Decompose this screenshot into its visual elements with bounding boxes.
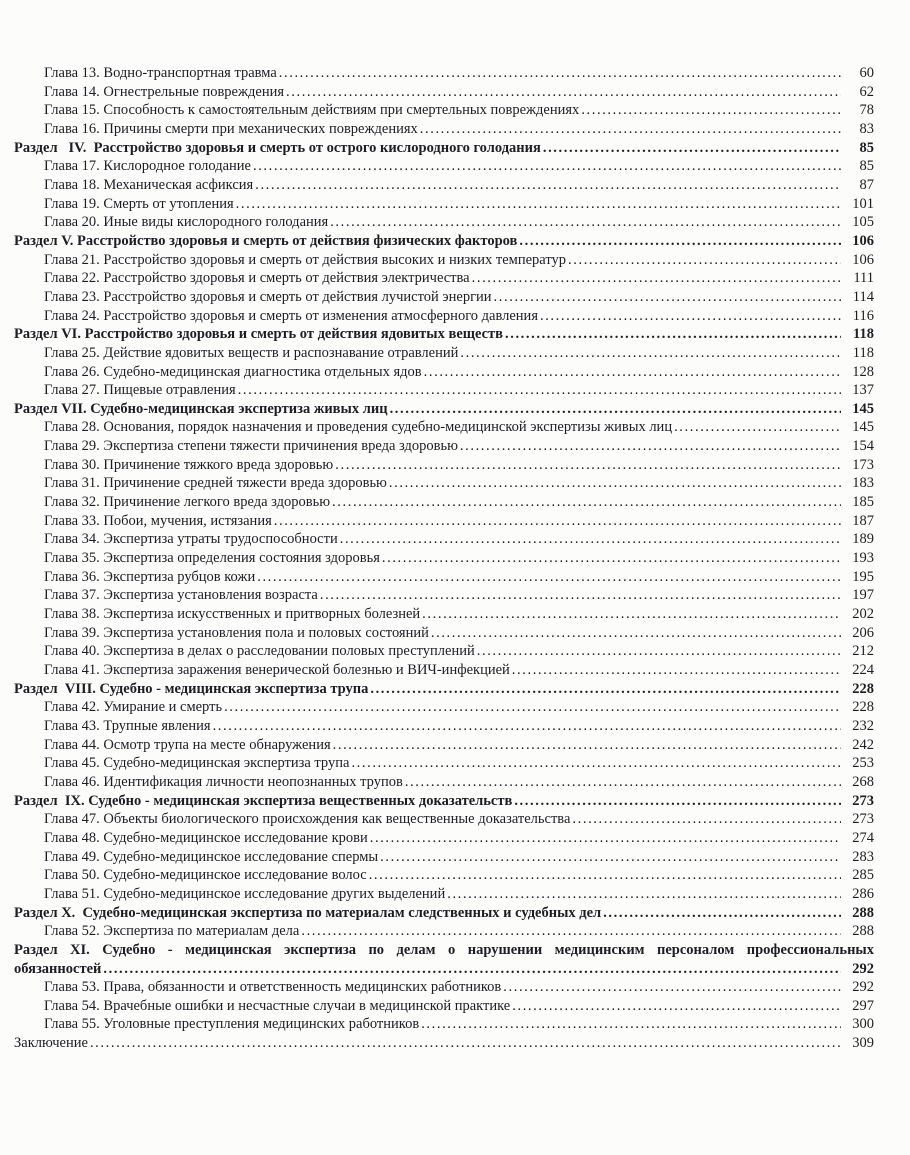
toc-entry <box>14 866 874 885</box>
toc-entry-page: 268 <box>852 773 874 790</box>
toc-entry-label: Глава 54. Врачебные ошибки и несчастные случаи в медицинской практике <box>44 997 511 1014</box>
dot-leader <box>253 157 841 176</box>
toc-entry-page: 183 <box>852 475 874 492</box>
toc-entry-label: Глава 34. Экспертиза утраты трудоспособности <box>44 531 338 548</box>
toc-entry <box>14 288 874 307</box>
toc-entry-label: Раздел X. Судебно-медицинская экспертиза по материалам следственных и судебных дел <box>14 904 602 921</box>
toc-entry-page: 288 <box>852 904 874 921</box>
toc-entry-label: Глава 44. Осмотр трупа на месте обнаружения <box>44 736 331 753</box>
toc-entry-label: Глава 51. Судебно-медицинское исследование других выделений <box>44 885 446 902</box>
toc-entry-label: Раздел IV. Расстройство здоровья и смерть от острого кислородного голодания <box>14 139 541 156</box>
toc-entry-page: 292 <box>852 960 874 977</box>
toc-entry-label: Глава 43. Трупные явления <box>44 717 211 734</box>
toc-entry <box>14 120 874 139</box>
toc-entry <box>14 698 874 717</box>
toc-entry-page: 228 <box>852 680 874 697</box>
toc-entry <box>14 83 874 102</box>
dot-leader <box>390 400 841 419</box>
toc-entry-label: Глава 31. Причинение средней тяжести вреда здоровью <box>44 475 387 492</box>
toc-entry-label: Глава 38. Экспертиза искусственных и притворных болезней <box>44 606 421 623</box>
toc-entry <box>14 325 874 344</box>
toc-entry-page: 202 <box>852 606 874 623</box>
toc-entry-label: Глава 37. Экспертиза установления возраста <box>44 587 318 604</box>
dot-leader <box>447 885 841 904</box>
toc-entry-page: 253 <box>852 755 874 772</box>
toc-entry-page: 285 <box>852 867 874 884</box>
toc-entry <box>14 848 874 867</box>
toc-entry-label: Глава 40. Экспертиза в делах о расследовании половых преступлений <box>44 643 475 660</box>
dot-leader <box>380 848 841 867</box>
toc-entry-page: 85 <box>859 158 874 175</box>
toc-entry <box>14 717 874 736</box>
toc-entry-page: 85 <box>859 139 874 156</box>
toc-entry-label: Раздел VIII. Судебно - медицинская экспертиза трупа <box>14 680 369 697</box>
toc-entry <box>14 400 874 419</box>
toc-entry-label: Глава 23. Расстройство здоровья и смерть от действия лучистой энергии <box>44 288 492 305</box>
dot-leader <box>512 661 841 680</box>
toc-entry-label: Раздел VI. Расстройство здоровья и смерть от действия ядовитых веществ <box>14 326 503 343</box>
dot-leader <box>572 810 841 829</box>
dot-leader <box>519 232 841 251</box>
toc-entry-label: Глава 41. Экспертиза заражения венерической болезнью и ВИЧ-инфекцией <box>44 662 510 678</box>
toc-entry-label: Глава 13. Водно-транспортная травма <box>44 65 277 81</box>
toc-entry <box>14 624 874 643</box>
toc-entry-label: Глава 19. Смерть от утопления <box>44 195 234 212</box>
toc-entry <box>14 344 874 363</box>
toc-entry-page: 116 <box>852 307 874 324</box>
dot-leader <box>224 698 841 717</box>
toc-entry-label: Глава 16. Причины смерти при механических повреждениях <box>44 120 418 137</box>
toc-entry-page: 118 <box>852 344 874 361</box>
dot-leader <box>274 512 841 531</box>
dot-leader <box>505 325 841 344</box>
toc-entry <box>14 549 874 568</box>
toc-entry-label: Глава 42. Умирание и смерть <box>44 699 223 716</box>
dot-leader <box>581 101 841 120</box>
toc-entry <box>14 960 874 979</box>
toc-entry-page: 154 <box>852 438 874 455</box>
toc-entry-page: 224 <box>852 662 874 678</box>
toc-entry <box>14 512 874 531</box>
toc-entry-label: Глава 53. Права, обязанности и ответственность медицинских работников <box>44 979 502 996</box>
toc-entry-page: 242 <box>852 736 874 753</box>
toc-entry-page: 286 <box>852 885 874 902</box>
toc-entry-page: 297 <box>852 997 874 1014</box>
toc-entry-page: 206 <box>852 624 874 641</box>
toc-entry-label: Глава 39. Экспертиза установления пола и половых состояний <box>44 624 429 641</box>
dot-leader <box>431 624 841 643</box>
toc-entry-page: 195 <box>852 568 874 585</box>
dot-leader <box>460 437 841 456</box>
toc-entry <box>14 1015 874 1034</box>
toc-entry-label: Глава 30. Причинение тяжкого вреда здоровью <box>44 456 334 473</box>
toc-entry-page: 228 <box>852 699 874 716</box>
dot-leader <box>238 381 841 400</box>
dot-leader <box>382 549 841 568</box>
toc-entry-label: Глава 22. Расстройство здоровья и смерть от действия электричества <box>44 270 470 287</box>
toc-entry-label: Глава 28. Основания, порядок назначения и проведения судебно-медицинской экспертизы живых лиц <box>44 419 673 436</box>
toc-entry-page: 62 <box>859 83 874 100</box>
dot-leader <box>370 829 841 848</box>
dot-leader <box>603 904 841 923</box>
toc-entry-page: 145 <box>852 419 874 436</box>
toc-entry <box>14 997 874 1016</box>
dot-leader <box>405 773 841 792</box>
table-of-contents <box>14 64 874 1053</box>
toc-entry <box>14 773 874 792</box>
toc-entry-page: 189 <box>852 531 874 548</box>
dot-leader <box>422 605 841 624</box>
dot-leader <box>369 866 841 885</box>
toc-entry-page: 137 <box>852 382 874 399</box>
toc-entry-page: 145 <box>852 400 874 417</box>
toc-entry-label: Глава 46. Идентификация личности неопознанных трупов <box>44 773 403 790</box>
dot-leader <box>477 642 841 661</box>
dot-leader <box>389 474 841 493</box>
toc-entry-label: Раздел VII. Судебно-медицинская экспертиза живых лиц <box>14 400 388 417</box>
toc-entry <box>14 885 874 904</box>
toc-entry <box>14 586 874 605</box>
toc-entry-page: 87 <box>859 176 874 193</box>
toc-entry-label: Заключение <box>14 1035 88 1052</box>
dot-leader <box>494 288 841 307</box>
toc-entry-page: 309 <box>852 1035 874 1052</box>
toc-entry-page: 173 <box>852 456 874 473</box>
dot-leader <box>351 754 841 773</box>
toc-entry <box>14 139 874 158</box>
toc-entry-page: 288 <box>852 923 874 940</box>
toc-entry <box>14 269 874 288</box>
toc-entry-label: Глава 29. Экспертиза степени тяжести причинения вреда здоровью <box>44 438 458 455</box>
dot-leader <box>424 363 841 382</box>
toc-entry <box>14 978 874 997</box>
toc-entry <box>14 101 874 120</box>
toc-entry <box>14 437 874 456</box>
dot-leader <box>370 680 841 699</box>
toc-entry-page: 274 <box>852 829 874 846</box>
toc-entry-label: Глава 47. Объекты биологического происхождения как вещественные доказательства <box>44 811 571 828</box>
toc-entry <box>14 904 874 923</box>
dot-leader <box>460 344 841 363</box>
toc-entry-label: обязанностей <box>14 960 102 977</box>
toc-entry-label: Глава 33. Побои, мучения, истязания <box>44 512 272 529</box>
toc-entry-label: Глава 24. Расстройство здоровья и смерть от изменения атмосферного давления <box>44 307 538 324</box>
toc-entry-page: 83 <box>859 120 874 137</box>
toc-entry <box>14 792 874 811</box>
toc-entry <box>14 493 874 512</box>
toc-entry <box>14 754 874 773</box>
toc-entry-page: 106 <box>852 232 874 249</box>
dot-leader <box>540 307 841 326</box>
dot-leader <box>340 530 841 549</box>
toc-entry-label: Глава 48. Судебно-медицинское исследование крови <box>44 829 368 846</box>
toc-entry-page: 60 <box>859 65 874 81</box>
toc-entry-page: 232 <box>852 717 874 734</box>
toc-entry <box>14 176 874 195</box>
dot-leader <box>472 269 841 288</box>
toc-entry-label: Глава 21. Расстройство здоровья и смерть от действия высоких и низких температур <box>44 251 567 268</box>
toc-entry <box>14 232 874 251</box>
toc-entry-page: 283 <box>852 848 874 865</box>
dot-leader <box>255 176 841 195</box>
toc-entry-label: Глава 25. Действие ядовитых веществ и распознавание отравлений <box>44 344 459 361</box>
toc-entry <box>14 829 874 848</box>
dot-leader <box>333 736 841 755</box>
dot-leader <box>568 251 841 270</box>
toc-entry-page: 128 <box>852 363 874 380</box>
toc-entry <box>14 642 874 661</box>
toc-entry-page: 101 <box>852 195 874 212</box>
dot-leader <box>213 717 841 736</box>
toc-entry-page: 300 <box>852 1016 874 1033</box>
toc-entry <box>14 922 874 941</box>
dot-leader <box>335 456 841 475</box>
toc-entry-label: Глава 50. Судебно-медицинское исследование волос <box>44 867 367 884</box>
dot-leader <box>320 586 841 605</box>
toc-entry-page: 185 <box>852 494 874 511</box>
dot-leader <box>420 120 841 139</box>
dot-leader <box>674 418 841 437</box>
toc-entry-label: Глава 14. Огнестрельные повреждения <box>44 83 285 100</box>
dot-leader <box>332 493 841 512</box>
toc-entry <box>14 363 874 382</box>
toc-entry-page: 114 <box>852 288 874 305</box>
toc-entry-label: Глава 15. Способность к самостоятельным действиям при смертельных повреждениях <box>44 102 580 119</box>
toc-entry-page: 273 <box>852 792 874 809</box>
toc-entry-label: Глава 49. Судебно-медицинское исследование спермы <box>44 848 379 865</box>
toc-entry <box>14 1034 874 1053</box>
dot-leader <box>279 64 841 83</box>
toc-entry-label: Глава 45. Судебно-медицинская экспертиза трупа <box>44 755 350 772</box>
toc-entry <box>14 381 874 400</box>
toc-entry-label: Глава 36. Экспертиза рубцов кожи <box>44 568 256 585</box>
toc-entry-label: Глава 52. Экспертиза по материалам дела <box>44 923 300 940</box>
toc-entry-page: 187 <box>852 512 874 529</box>
toc-entry <box>14 810 874 829</box>
dot-leader <box>236 195 841 214</box>
toc-entry <box>14 213 874 232</box>
toc-entry <box>14 568 874 587</box>
toc-entry-label: Раздел V. Расстройство здоровья и смерть от действия физических факторов <box>14 232 518 249</box>
dot-leader <box>421 1015 841 1034</box>
dot-leader <box>90 1034 841 1053</box>
toc-entry-label: Глава 55. Уголовные преступления медицинских работников <box>44 1016 420 1033</box>
toc-entry-label: Глава 20. Иные виды кислородного голодания <box>44 214 329 231</box>
toc-entry-page: 106 <box>852 251 874 268</box>
dot-leader <box>330 213 841 232</box>
dot-leader <box>514 792 841 811</box>
toc-entry-label: Глава 18. Механическая асфиксия <box>44 176 254 193</box>
dot-leader <box>103 960 841 979</box>
toc-entry-label: Раздел IX. Судебно - медицинская экспертиза вещественных доказательств <box>14 792 513 809</box>
toc-entry <box>14 736 874 755</box>
toc-entry-label: Глава 35. Экспертиза определения состояния здоровья <box>44 550 380 567</box>
dot-leader <box>301 922 841 941</box>
toc-entry-label: Глава 27. Пищевые отравления <box>44 382 236 399</box>
toc-entry <box>14 307 874 326</box>
dot-leader <box>503 978 841 997</box>
toc-entry <box>14 157 874 176</box>
toc-entry <box>14 195 874 214</box>
toc-entry-page: 105 <box>852 214 874 231</box>
toc-entry <box>14 456 874 475</box>
toc-entry <box>14 680 874 699</box>
toc-entry-page: 212 <box>852 643 874 660</box>
toc-entry-page: 111 <box>853 270 874 287</box>
toc-entry <box>14 64 874 83</box>
toc-entry <box>14 418 874 437</box>
toc-entry-label-line1: Раздел XI. Судебно - медицинская экспертиза по делам о нарушении медицинским персоналом профессиональных <box>14 941 874 958</box>
toc-entry-label: Глава 26. Судебно-медицинская диагностика отдельных ядов <box>44 363 422 380</box>
toc-entry-label: Глава 17. Кислородное голодание <box>44 158 251 175</box>
toc-entry <box>14 474 874 493</box>
toc-entry-label: Глава 32. Причинение легкого вреда здоровью <box>44 494 331 511</box>
toc-entry-page: 78 <box>859 102 874 119</box>
toc-entry <box>14 530 874 549</box>
toc-entry <box>14 605 874 624</box>
toc-entry <box>14 251 874 270</box>
toc-entry-page: 273 <box>852 811 874 828</box>
dot-leader <box>512 997 841 1016</box>
toc-entry-page: 197 <box>852 587 874 604</box>
toc-entry-page: 193 <box>852 550 874 567</box>
dot-leader <box>257 568 841 587</box>
toc-entry <box>14 661 874 680</box>
toc-entry-page: 292 <box>852 979 874 996</box>
dot-leader <box>286 83 841 102</box>
toc-entry-page: 118 <box>853 326 874 343</box>
dot-leader <box>543 139 841 158</box>
